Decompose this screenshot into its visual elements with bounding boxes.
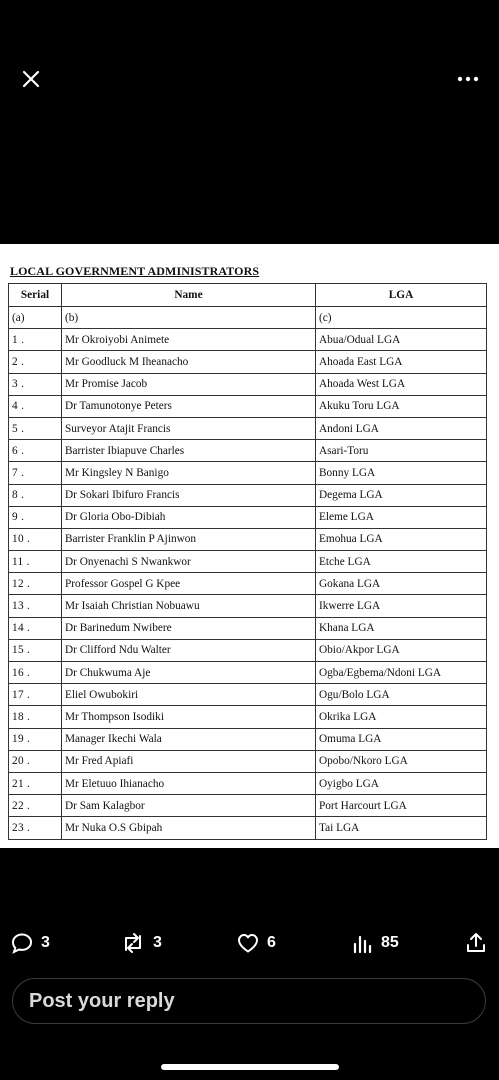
cell-lga: Okrika LGA — [316, 706, 487, 728]
table-row — [9, 351, 487, 373]
cell-name: Mr Goodluck M Iheanacho — [62, 351, 316, 373]
cell-serial: 23 . — [9, 817, 62, 839]
header-name: Name — [62, 284, 316, 307]
cell-name: Dr Sokari Ibifuro Francis — [62, 484, 316, 506]
more-options-button[interactable] — [452, 68, 484, 90]
table-row — [9, 817, 487, 839]
cell-name: Eliel Owubokiri — [62, 684, 316, 706]
cell-name: Surveyor Atajit Francis — [62, 417, 316, 439]
cell-serial: 22 . — [9, 795, 62, 817]
table-row — [9, 772, 487, 794]
cell-name: Barrister Franklin P Ajinwon — [62, 528, 316, 550]
cell-lga: Port Harcourt LGA — [316, 795, 487, 817]
table-row — [9, 573, 487, 595]
cell-serial: 5 . — [9, 417, 62, 439]
cell-serial: 16 . — [9, 662, 62, 684]
cell-lga: Obio/Akpor LGA — [316, 639, 487, 661]
cell-lga: Omuma LGA — [316, 728, 487, 750]
share-button[interactable] — [464, 926, 488, 960]
table-row — [9, 506, 487, 528]
reply-count: 3 — [41, 934, 50, 951]
cell-serial: 21 . — [9, 772, 62, 794]
cell-name: Mr Okroiyobi Animete — [62, 329, 316, 351]
cell-name: Mr Eletuuo Ihianacho — [62, 772, 316, 794]
cell-lga: Eleme LGA — [316, 506, 487, 528]
subheader-lga: (c) — [316, 307, 487, 329]
cell-serial: 2 . — [9, 351, 62, 373]
cell-name: Dr Sam Kalagbor — [62, 795, 316, 817]
repost-icon — [120, 931, 146, 955]
table-row — [9, 728, 487, 750]
cell-serial: 8 . — [9, 484, 62, 506]
cell-name: Professor Gospel G Kpee — [62, 573, 316, 595]
table-row — [9, 528, 487, 550]
cell-serial: 9 . — [9, 506, 62, 528]
table-row — [9, 395, 487, 417]
cell-lga: Asari-Toru — [316, 440, 487, 462]
cell-name: Mr Thompson Isodiki — [62, 706, 316, 728]
cell-serial: 12 . — [9, 573, 62, 595]
cell-lga: Ahoada West LGA — [316, 373, 487, 395]
post-action-bar — [0, 926, 499, 960]
cell-lga: Abua/Odual LGA — [316, 329, 487, 351]
cell-serial: 4 . — [9, 395, 62, 417]
cell-serial: 7 . — [9, 462, 62, 484]
cell-serial: 11 . — [9, 551, 62, 573]
cell-serial: 19 . — [9, 728, 62, 750]
cell-lga: Akuku Toru LGA — [316, 395, 487, 417]
close-icon — [21, 69, 41, 89]
cell-name: Dr Barinedum Nwibere — [62, 617, 316, 639]
table-row — [9, 462, 487, 484]
cell-serial: 15 . — [9, 639, 62, 661]
cell-name: Mr Nuka O.S Gbipah — [62, 817, 316, 839]
subheader-serial: (a) — [9, 307, 62, 329]
document-title: LOCAL GOVERNMENT ADMINISTRATORS — [10, 264, 260, 278]
table-row — [9, 440, 487, 462]
cell-serial: 14 . — [9, 617, 62, 639]
cell-name: Barrister Ibiapuve Charles — [62, 440, 316, 462]
cell-lga: Ogba/Egbema/Ndoni LGA — [316, 662, 487, 684]
repost-button[interactable] — [120, 926, 162, 960]
cell-lga: Degema LGA — [316, 484, 487, 506]
table-row — [9, 662, 487, 684]
reply-input[interactable] — [27, 989, 471, 1014]
more-icon — [457, 76, 479, 82]
administrators-table — [8, 283, 487, 840]
table-row — [9, 617, 487, 639]
cell-name: Mr Promise Jacob — [62, 373, 316, 395]
cell-lga: Ikwerre LGA — [316, 595, 487, 617]
heart-icon — [236, 931, 260, 955]
reply-composer[interactable] — [12, 978, 486, 1024]
table-row — [9, 795, 487, 817]
views-button[interactable] — [352, 926, 399, 960]
cell-lga: Ogu/Bolo LGA — [316, 684, 487, 706]
table-row — [9, 684, 487, 706]
cell-lga: Andoni LGA — [316, 417, 487, 439]
cell-name: Dr Gloria Obo-Dibiah — [62, 506, 316, 528]
views-icon — [352, 931, 374, 955]
header-serial: Serial — [9, 284, 62, 307]
cell-lga: Gokana LGA — [316, 573, 487, 595]
cell-name: Dr Onyenachi S Nwankwor — [62, 551, 316, 573]
cell-lga: Emohua LGA — [316, 528, 487, 550]
table-row — [9, 595, 487, 617]
cell-lga: Tai LGA — [316, 817, 487, 839]
cell-serial: 17 . — [9, 684, 62, 706]
cell-serial: 3 . — [9, 373, 62, 395]
cell-name: Mr Fred Apiafi — [62, 750, 316, 772]
cell-lga: Khana LGA — [316, 617, 487, 639]
reply-button[interactable] — [10, 926, 50, 960]
reply-icon — [10, 931, 34, 955]
cell-lga: Bonny LGA — [316, 462, 487, 484]
cell-name: Manager Ikechi Wala — [62, 728, 316, 750]
cell-name: Dr Tamunotonye Peters — [62, 395, 316, 417]
subheader-name: (b) — [62, 307, 316, 329]
table-row — [9, 484, 487, 506]
cell-serial: 6 . — [9, 440, 62, 462]
cell-name: Mr Kingsley N Banigo — [62, 462, 316, 484]
cell-name: Dr Clifford Ndu Walter — [62, 639, 316, 661]
cell-serial: 13 . — [9, 595, 62, 617]
like-button[interactable] — [236, 926, 276, 960]
like-count: 6 — [267, 934, 276, 951]
cell-serial: 20 . — [9, 750, 62, 772]
cell-serial: 10 . — [9, 528, 62, 550]
table-row — [9, 417, 487, 439]
table-header-row — [9, 284, 487, 307]
views-count: 85 — [381, 934, 399, 951]
table-row — [9, 373, 487, 395]
cell-lga: Opobo/Nkoro LGA — [316, 750, 487, 772]
cell-serial: 18 . — [9, 706, 62, 728]
cell-name: Dr Chukwuma Aje — [62, 662, 316, 684]
cell-lga: Ahoada East LGA — [316, 351, 487, 373]
table-row — [9, 750, 487, 772]
cell-lga: Etche LGA — [316, 551, 487, 573]
table-row — [9, 706, 487, 728]
share-icon — [464, 931, 488, 955]
table-row — [9, 329, 487, 351]
cell-name: Mr Isaiah Christian Nobuawu — [62, 595, 316, 617]
table-row — [9, 551, 487, 573]
media-viewer-topbar — [0, 0, 499, 150]
header-lga: LGA — [316, 284, 487, 307]
table-row — [9, 639, 487, 661]
home-indicator[interactable] — [161, 1064, 339, 1070]
close-button[interactable] — [18, 66, 44, 92]
cell-lga: Oyigbo LGA — [316, 772, 487, 794]
repost-count: 3 — [153, 934, 162, 951]
cell-serial: 1 . — [9, 329, 62, 351]
table-subheader-row — [9, 307, 487, 329]
